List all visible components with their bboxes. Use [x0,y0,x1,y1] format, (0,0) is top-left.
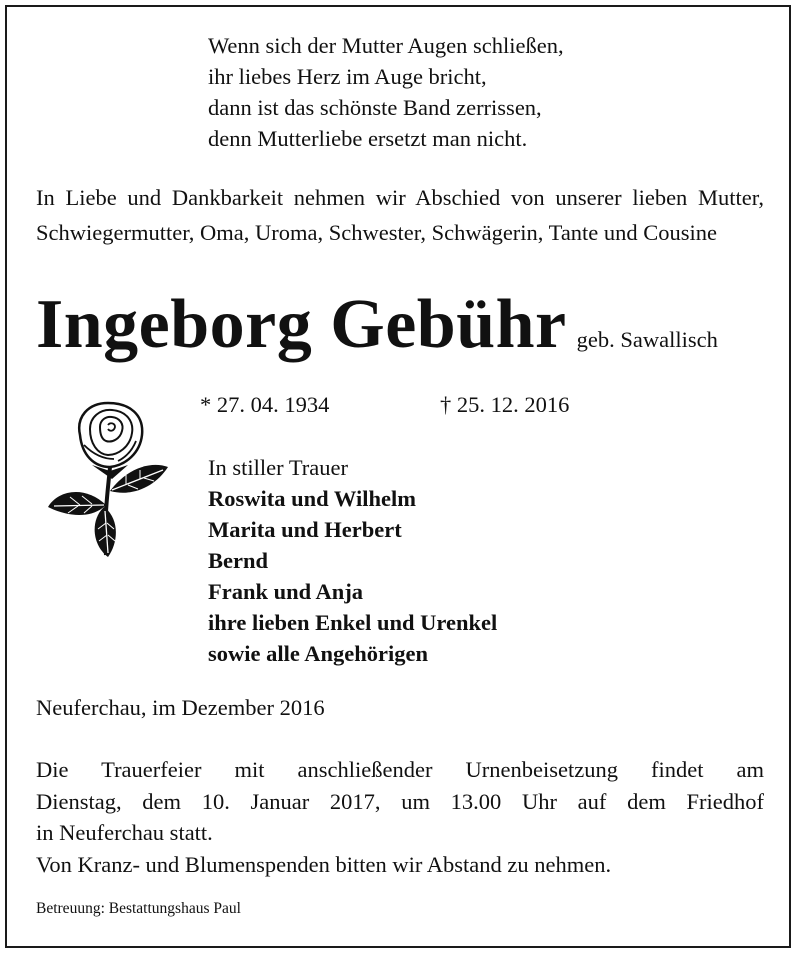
birth-date: * 27. 04. 1934 [200,392,330,417]
service-line: Dienstag, dem 10. Januar 2017, um 13.00 Uhr auf dem Friedhof [36,788,764,814]
poem-line: Wenn sich der Mutter Augen schließen, [208,33,564,58]
mourner-name: sowie alle Angehörigen [208,641,428,666]
mourner-name: ihre lieben Enkel und Urenkel [208,610,498,635]
poem-line: ihr liebes Herz im Auge bricht, [208,64,487,89]
deceased-name: Ingeborg Gebühr [36,286,567,363]
maiden-name: geb. Sawallisch [576,327,718,352]
service-line: in Neuferchau statt. [36,820,213,845]
mourner-name: Frank und Anja [208,579,364,604]
deceased-name-row [36,280,718,370]
mourner-name: Bernd [208,548,269,573]
poem-line: dann ist das schönste Band zerrissen, [208,95,542,120]
mourner-name: Marita und Herbert [208,517,402,542]
mourner-name: Roswita und Wilhelm [208,486,416,511]
mourners-heading: In stiller Trauer [208,455,348,480]
mourners-block [208,452,497,669]
service-line: Die Trauerfeier mit anschließender Urnenbeisetzung findet am [36,757,764,782]
funeral-home-credit: Betreuung: Bestattungshaus Paul [36,900,241,917]
rose-icon [40,395,180,560]
death-date: † 25. 12. 2016 [440,392,570,417]
service-info [36,754,764,880]
service-line: Von Kranz- und Blumenspenden bitten wir Abstand zu nehmen. [36,851,612,877]
poem-line: denn Mutterliebe ersetzt man nicht. [208,126,528,151]
intro-text: In Liebe und Dankbarkeit nehmen wir Abschied von unserer lieben Mutter, Schwiegermutter, Oma, Uroma, Schwester, Schwägerin, Tante und Cousine [36,185,764,245]
poem [208,30,564,154]
place-date: Neuferchau, im Dezember 2016 [36,695,325,720]
